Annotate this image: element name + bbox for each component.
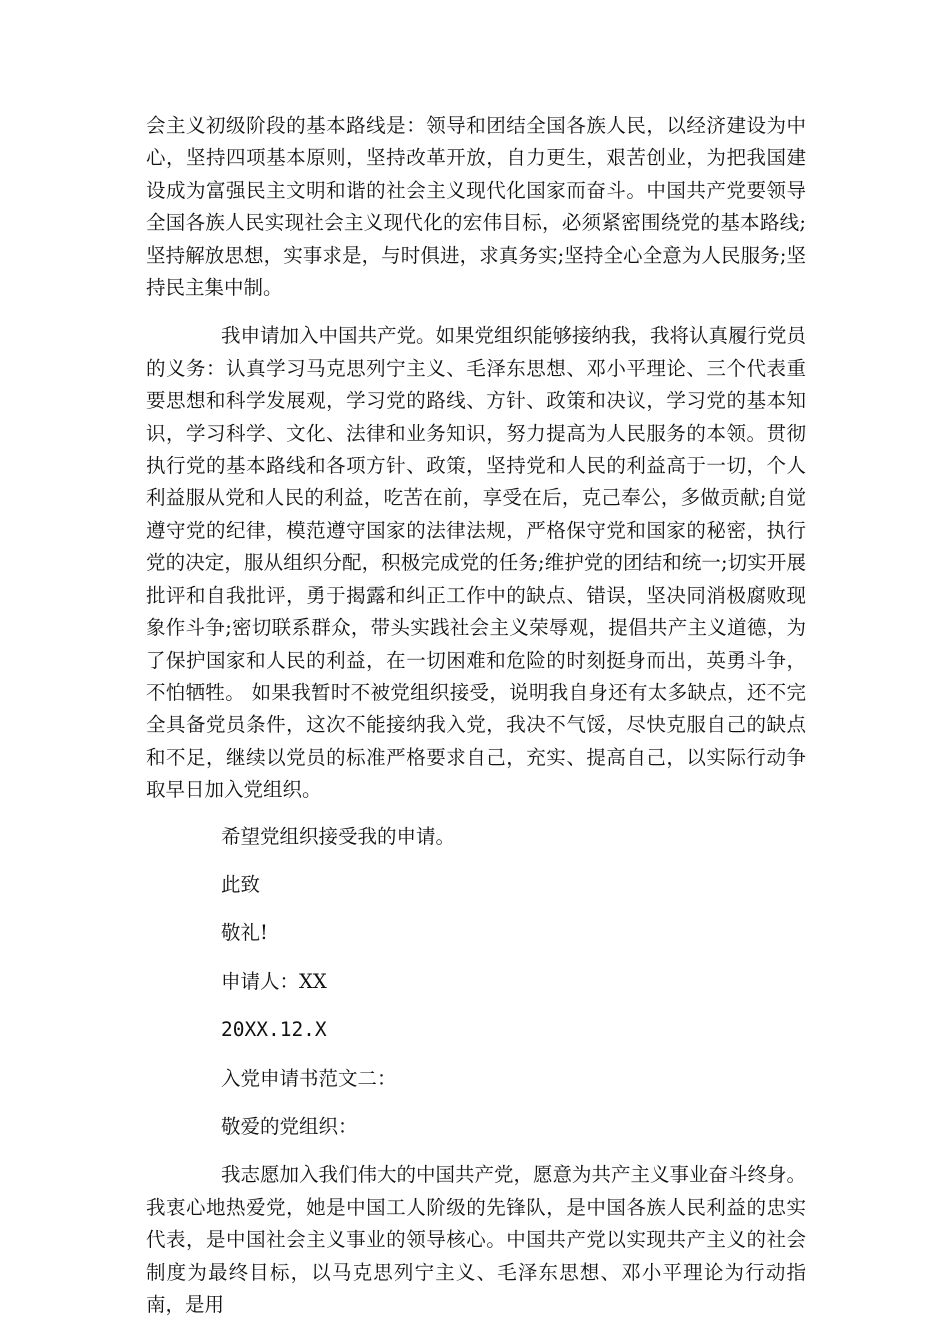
date-line: 20XX.12.X xyxy=(221,1018,327,1042)
paragraph-application-duties: 我申请加入中国共产党。如果党组织能够接纳我，我将认真履行党员的义务：认真学习马克思列宁主义、毛泽东思想、邓小平理论、三个代表重要思想和科学发展观，学习党的路线、方针、政策和决议，学习党的基本知识，学习科学、文化、法律和业务知识，努力提高为人民服务的本领。贯彻执行党的基本路线和各项方针、政策，坚持党和人民的利益高于一切，个人利益服从党和人民的利益，吃苦在前，享受在后，克己奉公，多做贡献;自觉遵守党的纪律，模范遵守国家的法律法规，严格保守党和国家的秘密，执行党的决定，服从组织分配，积极完成党的任务;维护党的团结和统一;切实开展批评和自我批评，勇于揭露和纠正工作中的缺点、错误，坚决同消极腐败现象作斗争;密切联系群众，带头实践社会主义荣辱观，提倡共产主义道德，为了保护国家和人民的利益，在一切困难和危险的时刻挺身而出，英勇斗争，不怕牺牲。 如果我暂时不被党组织接受，说明我自身还有太多缺点，还不完全具备党员条件，这次不能接纳我入党，我决不气馁，尽快克服自己的缺点和不足，继续以党员的标准严格要求自己，充实、提高自己，以实际行动争取早日加入党组织。 xyxy=(146,324,807,802)
paragraph-volunteer: 我志愿加入我们伟大的中国共产党，愿意为共产主义事业奋斗终身。我衷心地热爱党，她是中国工人阶级的先锋队，是中国各族人民利益的忠实代表，是中国社会主义事业的领导核心。中国共产党以实现共产主义的社会制度为最终目标，以马克思列宁主义、毛泽东思想、邓小平理论为行动指南，是用 xyxy=(146,1163,807,1316)
paragraph-basic-line: 会主义初级阶段的基本路线是：领导和团结全国各族人民，以经济建设为中心，坚持四项基本原则，坚持改革开放，自力更生，艰苦创业，为把我国建设成为富强民主文明和谐的社会主义现代化国家而奋斗。中国共产党要领导全国各族人民实现社会主义现代化的宏伟目标，必须紧密围绕党的基本路线;坚持解放思想，实事求是，与时俱进，求真务实;坚持全心全意为人民服务;坚持民主集中制。 xyxy=(146,114,806,300)
document-body xyxy=(146,110,806,1321)
sample-title: 入党申请书范文二： xyxy=(221,1066,397,1090)
hope-line: 希望党组织接受我的申请。 xyxy=(221,824,456,848)
closing-line-1: 此致 xyxy=(221,872,261,896)
closing-line-2: 敬礼! xyxy=(221,921,268,945)
applicant-line: 申请人：XX xyxy=(221,969,327,993)
salutation-line: 敬爱的党组织： xyxy=(221,1114,358,1138)
